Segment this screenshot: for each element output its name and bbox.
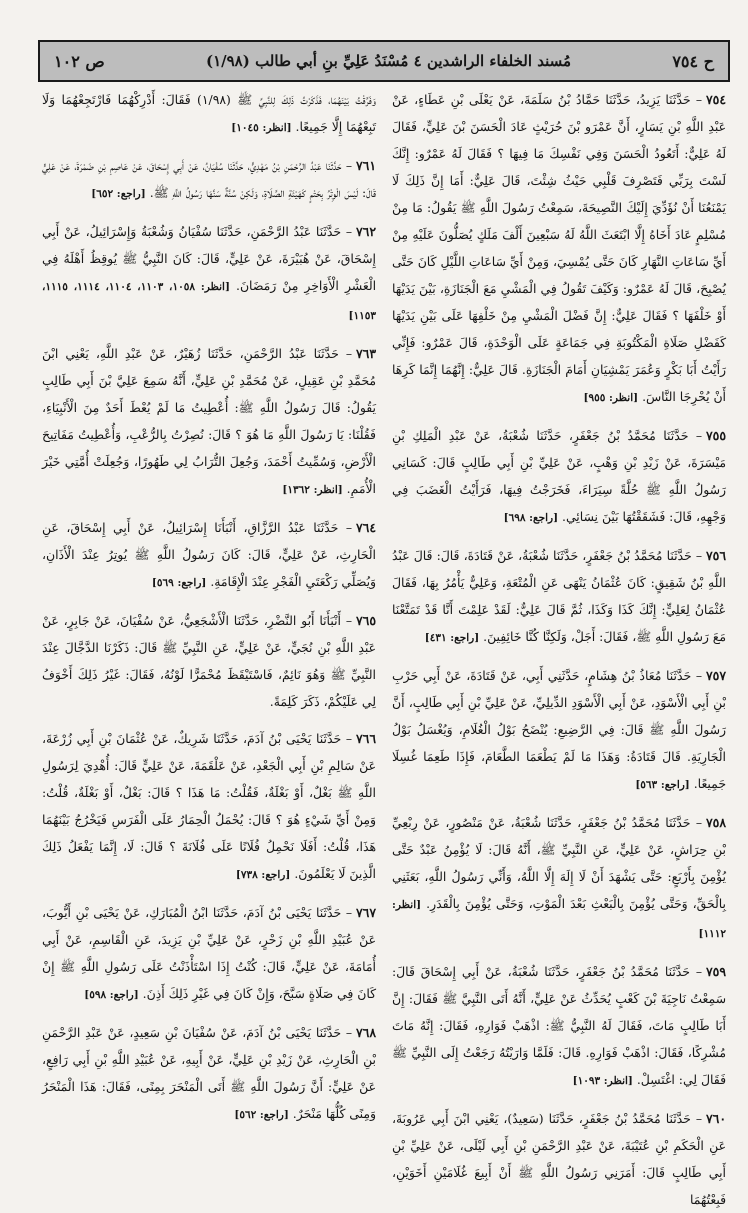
hadith-number: ٧٥٨ [706,815,726,830]
hadith-entry [42,152,376,208]
cross-reference: [انظر: ١٠٩٣] [572,1075,633,1087]
hadith-entry [42,899,376,1009]
hadith-text: – حَدَّثَنَا يَزِيدُ، حَدَّثَنَا حَمَّادُ بْنُ سَلَمَةَ، عَنْ يَعْلَى بْنِ عَطَاءٍ، عَنْ عَبْدِ اللَّهِ بْنِ يَسَارٍ، أَنَّ عَمْرَو بْنَ حُرَيْثٍ عَادَ الْحَسَنَ بْنَ عَلِيٍّ، فَقَالَ لَهُ عَلِيٌّ: أَتَعُودُ الْحَسَنَ وَفِي نَفْسِكَ مَا فِيهَا ؟ فَقَالَ لَهُ عَمْرٌو: إِنَّكَ لَسْتَ بِرَبِّي فَتَصْرِفَ قَلْبِي حَيْثُ شِئْتَ، قَالَ عَلِيٌّ: أَمَا إِنَّ ذَلِكَ لَا يَمْنَعُنَا أَنْ نُؤَدِّيَ إِلَيْكَ النَّصِيحَةَ، سَمِعْتُ رَسُولَ اللَّهِ ﷺ يَقُولُ: مَا مِنْ مُسْلِمٍ عَادَ أَخَاهُ إِلَّا ابْتَعَثَ اللَّهُ لَهُ سَبْعِينَ أَلْفَ مَلَكٍ يُصَلُّونَ عَلَيْهِ مِنْ أَيِّ سَاعَاتِ النَّهَارِ كَانَ حَتَّى يُمْسِيَ، وَمِنْ أَيِّ سَاعَاتِ اللَّيْلِ كَانَ حَتَّى يُصْبِحَ، قَالَ لَهُ عَمْرٌو: وَكَيْفَ تَقُولُ فِي الْمَشْيِ مَعَ الْجَنَازَةِ، بَيْنَ يَدَيْهَا أَوْ خَلْفَهَا ؟ فَقَالَ عَلِيٌّ: إِنَّ فَضْلَ الْمَشْيِ مِنْ خَلْفِهَا عَلَى بَيْنِ يَدَيْهَا كَفَضْلِ صَلَاةِ الْمَكْتُوبَةِ فِي جَمَاعَةٍ عَلَى الْوَحْدَةِ، قَالَ عَمْرٌو: فَإِنِّي رَأَيْتُ أَبَا بَكْرٍ وَعُمَرَ يَمْشِيَانِ أَمَامَ الْجَنَازَةِ. قَالَ عَلِيٌّ: إِنَّهُمَا إِنَّمَا كَرِهَا أَنْ يُحْرِجَا النَّاسَ. [392,92,726,404]
hadith-number: ٧٥٤ [706,92,726,107]
hadith-entry [392,1105,726,1213]
hadith-number: ٧٦٠ [706,1111,726,1126]
hadith-entry [42,86,376,142]
hadith-number: ٧٥٩ [706,964,726,979]
hadith-entry [392,958,726,1095]
hadith-number: ٧٦٨ [356,1025,376,1040]
hadith-text: – حَدَّثَنَا مُعَاذُ بْنُ هِشَامٍ، حَدَّثَنِي أَبِي، عَنْ قَتَادَةَ، عَنْ أَبِي حَرْبِ بْنِ أَبِي الْأَسْوَدِ، عَنْ أَبِي الْأَسْوَدِ الدِّيلِيِّ، عَنْ عَلِيِّ بْنِ أَبِي طَالِبٍ، أَنَّ رَسُولَ اللَّهِ ﷺ قَالَ: فِي الرَّضِيعِ: يُنْضَحُ بَوْلُ الْغُلَامِ، وَيُغْسَلُ بَوْلُ الْجَارِيَةِ. قَالَ قَتَادَةُ: وَهَذَا مَا لَمْ يَطْعَمَا الطَّعَامَ، فَإِذَا طَعِمَا غُسِلَا جَمِيعًا. [392,668,726,791]
hadith-text: – حَدَّثَنَا مُحَمَّدُ بْنُ جَعْفَرٍ، حَدَّثَنَا شُعْبَةُ، عَنْ أَبِي إِسْحَاقَ قَالَ: سَمِعْتُ نَاجِيَةَ بْنَ كَعْبٍ يُحَدِّثُ عَنْ عَلِيٍّ، أَنَّهُ أَتَى النَّبِيَّ ﷺ فَقَالَ: إِنَّ أَبَا طَالِبٍ مَاتَ، فَقَالَ لَهُ النَّبِيُّ ﷺ: اذْهَبْ فَوَارِهِ، فَقَالَ: إِنَّهُ مَاتَ مُشْرِكًا، فَقَالَ: اذْهَبْ فَوَارِهِ. قَالَ: فَلَمَّا وَارَيْتُهُ رَجَعْتُ إِلَى النَّبِيِّ ﷺ فَقَالَ لِي: اغْتَسِلْ. [392,964,726,1087]
hadith-text: – حَدَّثَنَا يَحْيَى بْنُ آدَمَ، عَنْ سُفْيَانَ بْنِ سَعِيدٍ، عَنْ عَبْدِ الرَّحْمَنِ بْنِ الْحَارِثِ، عَنْ زَيْدِ بْنِ عَلِيٍّ، عَنْ أَبِيهِ، عَنْ عُبَيْدِ اللَّهِ بْنِ أَبِي رَافِعٍ، عَنْ عَلِيٍّ: أَنَّ رَسُولَ اللَّهِ ﷺ أَتَى الْمَنْحَرَ بِمِنًى، فَقَالَ: هَذَا الْمَنْحَرُ وَمِنًى كُلُّهَا مَنْحَرٌ. [42,1025,376,1121]
hadith-entry [392,662,726,799]
hadith-number: ٧٦٦ [356,731,376,746]
hadith-text: – حَدَّثَنَا عَبْدُ الرَّحْمَنِ، حَدَّثَنَا زُهَيْرٌ، عَنْ عَبْدِ اللَّهِ، يَعْنِي ابْنَ مُحَمَّدِ بْنِ عَقِيلٍ، عَنْ مُحَمَّدِ بْنِ عَلِيٍّ، أَنَّهُ سَمِعَ عَلِيَّ بْنَ أَبِي طَالِبٍ يَقُولُ: قَالَ رَسُولُ اللَّهِ ﷺ: أُعْطِيتُ مَا لَمْ يُعْطَ أَحَدٌ مِنَ الْأَنْبِيَاءِ، فَقُلْنَا: يَا رَسُولَ اللَّهِ مَا هُوَ ؟ قَالَ: نُصِرْتُ بِالرُّعْبِ، وَأُعْطِيتُ مَفَاتِيحَ الْأَرْضِ، وَسُمِّيتُ أَحْمَدَ، وَجُعِلَ التُّرَابُ لِي طَهُورًا، وَجُعِلَتْ أُمَّتِي خَيْرَ الْأُمَمِ. [42,346,376,496]
hadith-number: ٧٦٣ [356,346,376,361]
hadith-entry [392,86,726,412]
hadith-text: – حَدَّثَنَا مُحَمَّدُ بْنُ جَعْفَرٍ، حَدَّثَنَا شُعْبَةُ، عَنْ عَبْدِ الْمَلِكِ بْنِ مَيْسَرَةَ، عَنْ زَيْدِ بْنِ وَهْبٍ، عَنْ عَلِيِّ بْنِ أَبِي طَالِبٍ قَالَ: كَسَانِي رَسُولُ اللَّهِ ﷺ حُلَّةً سِيَرَاءَ، فَخَرَجْتُ فِيهَا، فَرَأَيْتُ الْغَضَبَ فِي وَجْهِهِ، قَالَ: فَشَقَقْتُهَا بَيْنَ نِسَائِي. [392,428,726,524]
hadith-number: ٧٦١ [356,158,376,173]
hadith-number: ٧٦٧ [356,905,376,920]
hadith-entry [42,607,376,715]
page-number: ص ١٠٢ [54,51,105,71]
hadith-text: – حَدَّثَنَا يَحْيَى بْنُ آدَمَ، حَدَّثَنَا ابْنُ الْمُبَارَكِ، عَنْ يَحْيَى بْنِ أَيُّوبَ، عَنْ عُبَيْدِ اللَّهِ بْنِ زَحْرٍ، عَنْ عَلِيِّ بْنِ يَزِيدَ، عَنِ الْقَاسِمِ، عَنْ أَبِي أُمَامَةَ، عَنْ عَلِيٍّ، قَالَ: كُنْتُ إِذَا اسْتَأْذَنْتُ عَلَى رَسُولِ اللَّهِ ﷺ إِنْ كَانَ فِي صَلَاةٍ سَبَّحَ، وَإِنْ كَانَ فِي غَيْرِ ذَلِكَ أَذِنَ. [42,905,376,1001]
hadith-number: ٧٦٤ [356,520,376,535]
hadith-number: ٧٥٥ [706,428,726,443]
hadith-text: – حَدَّثَنَا يَحْيَى بْنُ آدَمَ، حَدَّثَنَا شَرِيكٌ، عَنْ عُثْمَانَ بْنِ أَبِي زُرْعَةَ، عَنْ سَالِمِ بْنِ أَبِي الْجَعْدِ، عَنْ عَلْقَمَةَ، عَنْ عَلِيٍّ قَالَ: أُهْدِيَ لِرَسُولِ اللَّهِ ﷺ بَغْلٌ، أَوْ بَغْلَةٌ، فَقُلْتُ: مَا هَذَا ؟ قَالَ: بَغْلٌ، أَوْ بَغْلَةٌ، قُلْتُ: وَمِنْ أَيِّ شَيْءٍ هُوَ ؟ قَالَ: يُحْمَلُ الْحِمَارُ عَلَى الْفَرَسِ فَيَخْرُجُ بَيْنَهُمَا هَذَا، قُلْتُ: أَفَلَا نَحْمِلُ فُلَانًا عَلَى فُلَانَةَ ؟ قَالَ: لَا، إِنَّمَا يَفْعَلُ ذَلِكَ الَّذِينَ لَا يَعْلَمُونَ. [42,731,376,881]
cross-reference: [راجع: ٥٦٣] [635,779,690,791]
page-header [38,40,730,82]
left-column [38,86,380,1121]
hadith-text: وَفَرَّقْتُ بَيْنَهُمَا، فَذَكَرْتُ ذَلِكَ لِلنَّبِيِّ ﷺ (١/٩٨) فَقَالَ: أَدْرِكْهُمَا فَارْتَجِعْهُمَا وَلَا تَبِعْهُمَا إِلَّا جَمِيعًا. [42,92,376,134]
cross-reference: [راجع: ٥٩٨] [84,989,139,1001]
hadith-entry [42,218,376,330]
running-title: مُسند الخلفاء الراشدين ٤ مُسْنَدُ عَلِيِّ بنِ أبي طالب (١/٩٨) [205,52,572,70]
text-columns [38,86,730,1207]
hadith-range-label: ح ٧٥٤ [672,51,714,71]
hadith-text: – حَدَّثَنَا مُحَمَّدُ بْنُ جَعْفَرٍ، حَدَّثَنَا (سَعِيدٌ)، يَعْنِي ابْنَ أَبِي عَرُوبَةَ، عَنِ الْحَكَمِ بْنِ عُتَيْبَةَ، عَنْ عَبْدِ الرَّحْمَنِ بْنِ أَبِي لَيْلَى، عَنْ عَلِيِّ بْنِ أَبِي طَالِبٍ قَالَ: أَمَرَنِي رَسُولُ اللَّهِ ﷺ أَنْ أَبِيعَ غُلَامَيْنِ أَخَوَيْنِ، فَبِعْتُهُمَا [392,1111,726,1207]
cross-reference: [راجع: ٥٦٢] [234,1109,289,1121]
cross-reference: [انظر: ١٠٤٥] [231,122,292,134]
cross-reference: [راجع: ٦٥٢] [91,188,146,200]
cross-reference: [انظر: ١٠٥٨، ١١٠٣، ١١٠٤، ١١١٤، ١١١٥، ١١٥٣] [42,281,376,322]
hadith-text: – حَدَّثَنَا مُحَمَّدُ بْنُ جَعْفَرٍ، حَدَّثَنَا شُعْبَةُ، عَنْ قَتَادَةَ، قَالَ: قَالَ عَبْدُ اللَّهِ بْنُ شَقِيقٍ: كَانَ عُثْمَانُ يَنْهَى عَنِ الْمُتْعَةِ، وَعَلِيٌّ يَأْمُرُ بِهَا، فَقَالَ عُثْمَانُ لِعَلِيٍّ: إِنَّكَ كَذَا وَكَذَا، ثُمَّ قَالَ عَلِيٌّ: لَقَدْ عَلِمْتَ أَنَّا قَدْ تَمَتَّعْنَا مَعَ رَسُولِ اللَّهِ ﷺ، فَقَالَ: أَجَلْ، وَلَكِنَّا كُنَّا خَائِفِينَ. [392,548,726,644]
hadith-number: ٧٦٥ [356,613,376,628]
hadith-entry [42,514,376,597]
hadith-text: – حَدَّثَنَا عَبْدُ الرَّحْمَنِ، حَدَّثَنَا سُفْيَانُ وَشُعْبَةُ وَإِسْرَائِيلُ، عَنْ أَبِي إِسْحَاقَ، عَنْ هُبَيْرَةَ، عَنْ عَلِيٍّ، قَالَ: كَانَ النَّبِيُّ ﷺ يُوقِظُ أَهْلَهُ فِي الْعَشْرِ الْأَوَاخِرِ مِنْ رَمَضَانَ. [42,224,377,293]
column-gap [380,86,388,1076]
hadith-entry [42,1019,376,1129]
cross-reference: [راجع: ٧٣٨] [235,869,291,881]
cross-reference: [راجع: ٦٩٨] [503,512,559,524]
hadith-entry [392,422,726,532]
hadith-number: ٧٥٧ [706,668,726,683]
cross-reference: [انظر: ٩٥٥] [583,392,639,404]
hadith-entry [392,542,726,652]
hadith-text: – حَدَّثَنَا عَبْدُ الرَّزَّاقِ، أَنْبَأَنَا إِسْرَائِيلُ، عَنْ أَبِي إِسْحَاقَ، عَنِ الْحَارِثِ، عَنْ عَلِيٍّ، قَالَ: كَانَ رَسُولُ اللَّهِ ﷺ يُوتِرُ عِنْدَ الْأَذَانِ، وَيُصَلِّي رَكْعَتَيِ الْفَجْرِ عِنْدَ الْإِقَامَةِ. [42,520,376,589]
hadith-entry [392,809,726,948]
cross-reference: [راجع: ٥٦٩] [151,577,207,589]
hadith-entry [42,725,376,889]
cross-reference: [راجع: ٤٣١] [424,632,480,644]
hadith-text: – حَدَّثَنَا عَبْدُ الرَّحْمَنِ بْنُ مَهْدِيٍّ، حَدَّثَنَا سُفْيَانُ، عَنْ أَبِي إِسْحَاقَ، عَنْ عَاصِمِ بْنِ ضَمْرَةَ، عَنْ عَلِيٍّ قَالَ: لَيْسَ الْوِتْرُ بِحَتْمٍ كَهَيْئَةِ الصَّلَاةِ، وَلَكِنْ سُنَّةٌ سَنَّهَا رَسُولُ اللَّهِ ﷺ. [42,158,376,200]
cross-reference: [انظر: ١٣٦٢] [282,484,343,496]
hadith-entry [42,340,376,504]
hadith-text: – حَدَّثَنَا مُحَمَّدُ بْنُ جَعْفَرٍ، حَدَّثَنَا شُعْبَةُ، عَنْ مَنْصُورٍ، عَنْ رِبْعِيِّ بْنِ حِرَاشٍ، عَنْ عَلِيٍّ، عَنِ النَّبِيِّ ﷺ، أَنَّهُ قَالَ: لَا يُؤْمِنُ عَبْدٌ حَتَّى يُؤْمِنَ بِأَرْبَعٍ: حَتَّى يَشْهَدَ أَنْ لَا إِلَهَ إِلَّا اللَّهُ، وَأَنِّي رَسُولُ اللَّهِ، بَعَثَنِي بِالْحَقِّ، وَحَتَّى يُؤْمِنَ بِالْبَعْثِ بَعْدَ الْمَوْتِ، وَحَتَّى يُؤْمِنَ بِالْقَدَرِ. [392,815,726,911]
hadith-text: – أَنْبَأَنَا أَبُو النَّضْرِ، حَدَّثَنَا الْأَشْجَعِيُّ، عَنْ سُفْيَانَ، عَنْ جَابِرٍ، عَنْ عَبْدِ اللَّهِ بْنِ نُجَيٍّ، عَنْ عَلِيٍّ، عَنِ النَّبِيِّ ﷺ قَالَ: ذَكَرْنَا الدَّجَّالَ عِنْدَ النَّبِيِّ ﷺ وَهُوَ نَائِمٌ، فَاسْتَيْقَظَ مُحْمَرًّا لَوْنُهُ، فَقَالَ: غَيْرُ ذَلِكَ أَخْوَفُ لِي عَلَيْكُمْ، ذَكَرَ كَلِمَةً. [42,613,376,709]
cross-reference: [انظر: ١١١٢] [392,899,726,940]
hadith-number: ٧٦٢ [356,224,376,239]
hadith-number: ٧٥٦ [706,548,726,563]
right-column [388,86,730,1207]
